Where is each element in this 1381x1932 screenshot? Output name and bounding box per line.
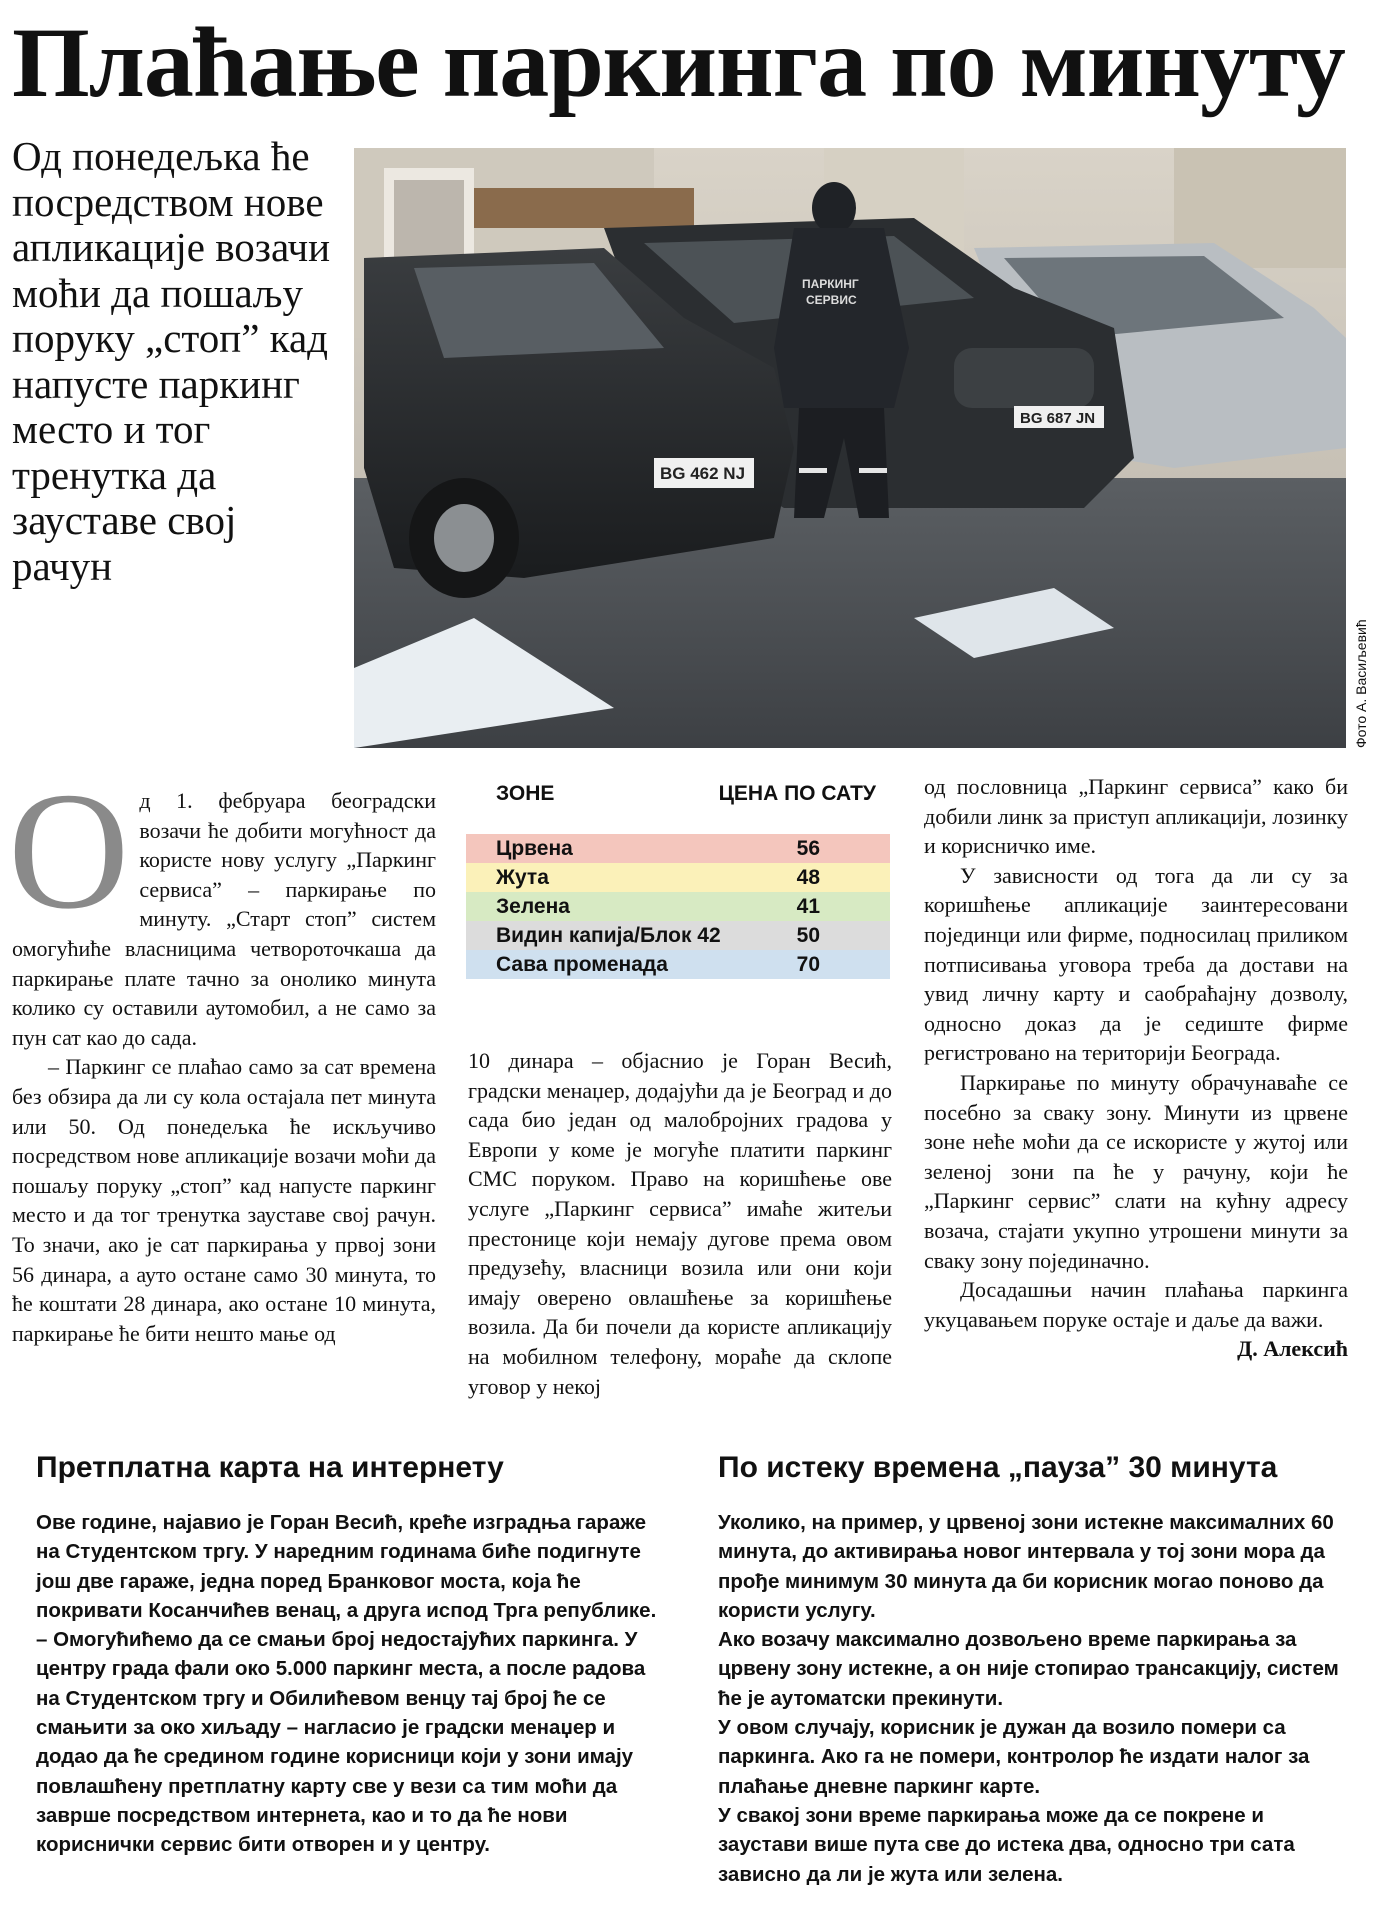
article-paragraph: Паркирање по минуту обрачунаваће се посебно за сваку зону. Минути из црвене зоне неће моћи да се искористе у жутој или зеленој зони па ће у рачуну, који ће „Паркинг сервис” слати на кућну адресу возача, стајати укупно утрошени минути за сваку зону појединачно. xyxy=(924,1069,1348,1273)
plate-1: BG 462 NJ xyxy=(660,464,746,483)
zones-table xyxy=(466,782,890,979)
author-signature: Д. Алексић xyxy=(1237,1336,1348,1362)
zones-header-price: ЦЕНА ПО САТУ xyxy=(718,782,876,805)
article-column-1 xyxy=(8,758,436,1348)
drop-cap: О xyxy=(8,758,130,944)
box-paragraph: – Омогућићемо да се смањи број недостајућих паркинга. У центру града фали око 5.000 паркинг места, а после радова на Студентском тргу и Обилићевом венцу тај број ће се смањити за око хиљаду – нагласио је градски менаџер и додао да ће средином године корисници који у зони имају повлашћену претплатну карту све у вези са тим моћи да заврше посредством интернета, као и то да ће нови кориснички сервис бити отворен и у центру. xyxy=(36,1628,646,1857)
article-column-3 xyxy=(924,772,1348,1364)
zones-table-header xyxy=(466,782,890,814)
article-photo xyxy=(354,148,1346,748)
zone-row: Видин капија/Блок 42 50 xyxy=(466,921,890,950)
zone-row: Сава променада 70 xyxy=(466,950,890,979)
sidebar-box-2-title: По истеку времена „пауза” 30 минута xyxy=(718,1451,1278,1484)
box-paragraph: У свакој зони време паркирања може да се покрене и заустави више пута све до истека два, односно три сата зависно да ли је жута или зелена. xyxy=(718,1803,1295,1886)
plate-2: BG 687 JN xyxy=(1020,410,1096,427)
photo-credit: Фото А. Васиљевић xyxy=(1353,619,1369,748)
box-paragraph: Уколико, на пример, у црвеној зони истекне максималних 60 минута, до активирања новог интервала у тој зони мора да прође минимум 30 минута да би корисник могао поново да користи услугу. xyxy=(718,1511,1334,1622)
article-paragraph: Досадашњи начин плаћања паркинга укуцавањем поруке остаје и даље да важи. Д. Алексић xyxy=(924,1275,1348,1334)
zone-row: Жута 48 xyxy=(466,863,890,892)
box-paragraph: Ако возачу максимално дозвољено време паркирања за црвену зону истекне, а он није стопирао трансакцију, систем ће је аутоматски прекинути. xyxy=(718,1628,1339,1710)
sidebar-box-2-text xyxy=(718,1508,1358,1889)
jacket-text-2: СЕРВИС xyxy=(806,293,857,307)
article-paragraph: Од 1. фебруара београдски возачи ће добити могућност да користе нову услугу „Паркинг сервиса” – паркирање по минуту. „Старт стоп” систем омогућиће власницима четвороточкаша да паркирање плате тачно за онолико минута колико су оставили аутомобил, а не само за пун сат као до сада. xyxy=(8,758,436,1050)
article-paragraph: од пословница „Паркинг сервиса” како би добили линк за приступ апликацији, лозинку и корисничко име. xyxy=(924,774,1348,859)
article-paragraph: – Паркинг се плаћао само за сат времена без обзира да ли су кола остајала пет минута или 50. Од понедељка ће искључиво посредством нове апликације возачи моћи да пошаљу поруку „стоп” кад напусте паркинг место и да тог тренутка зауставе свој рачун. То значи, ако је сат паркирања у првој зони 56 динара, а ауто остане само 30 минута, то ће коштати 28 динара, ако остане 10 минута, паркирање ће бити нешто мање од xyxy=(12,1054,436,1346)
lede: Од понедељка ће посредством нове апликације возачи моћи да пошаљу поруку „стоп” кад напусте паркинг место и тог тренутка да зауставе свој рачун xyxy=(12,133,331,589)
jacket-text-1: ПАРКИНГ xyxy=(802,277,859,291)
box-paragraph: У овом случају, корисник је дужан да возило помери са паркинга. Ако га не помери, контролор ће издати налог за плаћање дневне паркинг карте. xyxy=(718,1716,1310,1798)
box-paragraph: Ове године, најавио је Горан Весић, креће изградња гараже на Студентском тргу. У наредним годинама биће подигнуте још две гараже, једна поред Бранковог моста, која ће покривати Косанчићев венац, а друга испод Трга републике. xyxy=(36,1511,657,1622)
zones-header-zone: ЗОНЕ xyxy=(496,782,555,805)
article-paragraph: У зависности од тога да ли су за коришћење апликације заинтересовани појединци или фирме, подносилац приликом потписивања уговора треба да достави на увид личну карту и саобраћајну дозволу, односно доказ да је седиште фирме регистровано на територији Београда. xyxy=(924,862,1348,1066)
article-column-2 xyxy=(468,1046,892,1401)
zone-row: Зелена 41 xyxy=(466,892,890,921)
headline: Плаћање паркинга по минуту xyxy=(12,7,1345,118)
sidebar-box-1-title: Претплатна карта на интернету xyxy=(36,1451,504,1484)
article-paragraph: 10 динара – објаснио је Горан Весић, градски менаџер, додајући да је Београд и до сада био један од малобројних градова у Европи у коме је могуће платити паркинг СМС поруком. Право на коришћење ове услуге „Паркинг сервиса” имаће житељи престонице који немају дугове према овом предузећу, власници возила или они који имају оверено овлашћење за коришћење возила. Да би почели да користе апликацију на мобилном телефону, мораће да склопе уговор у некој xyxy=(468,1048,892,1399)
zone-row: Црвена 56 xyxy=(466,834,890,863)
sidebar-box-1-text xyxy=(36,1508,666,1860)
